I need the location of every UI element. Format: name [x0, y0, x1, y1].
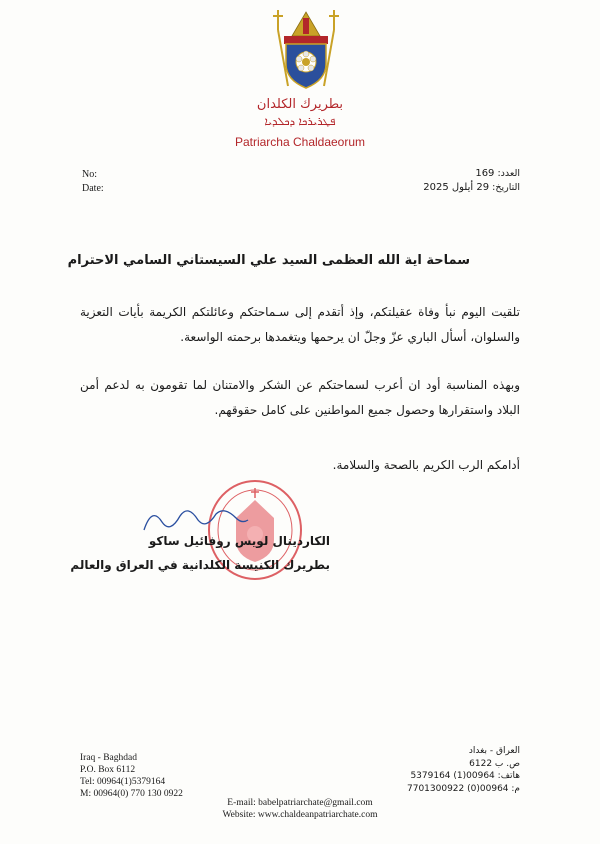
footer-tel-en: Tel: 00964(1)5379164: [80, 777, 166, 787]
org-name-latin: Patriarcha Chaldaeorum: [234, 135, 366, 149]
no-label-ar: العدد:: [497, 168, 520, 179]
footer-city-en: Iraq - Baghdad: [80, 753, 137, 763]
date-label-ar: التاريخ:: [492, 182, 520, 193]
footer-address-english: [80, 752, 183, 800]
footer-email[interactable]: E-mail: babelpatriarchate@gmail.com: [227, 798, 373, 808]
signatory-name: الكاردينال لويس روفائيل ساكو: [148, 534, 330, 548]
org-name-arabic: بطريرك الكلدان: [256, 97, 344, 112]
footer-pobox-en: P.O. Box 6112: [80, 765, 136, 775]
reference-number-line: [423, 167, 520, 181]
date-label-en: Date:: [82, 183, 104, 194]
letter-paragraph-2: وبهذه المناسبة أود ان أعرب لسماحتكم عن الشكر والامتنان لما تقومون به لدعم أمن البلاد واستقرارها وحصول جميع المواطنين على كامل حقوقهم.: [80, 378, 520, 417]
letter-paragraph-1: تلقيت اليوم نبأ وفاة عقيلتكم، وإذ أتقدم إلى سـماحتكم وعائلتكم الكريمة بأيات التعزية والسلوان، أسأل الباري عزّ وجلّ ان يرحمها ويتغمدها برحمته الواسعة.: [80, 305, 520, 344]
footer-mobile-ar: م: 00964(0) 7701300922: [407, 783, 520, 794]
letter-paragraph-3: أدامكم الرب الكريم بالصحة والسلامة.: [332, 458, 520, 472]
footer-address-arabic: [407, 745, 520, 795]
reference-date-line: [423, 181, 520, 195]
footer-tel-ar: هاتف: 00964(1) 5379164: [410, 771, 520, 781]
footer-pobox-ar: ص. ب 6122: [469, 758, 520, 769]
no-label-en: No:: [82, 169, 97, 180]
org-name-syriac: ܦܛܪܝܪܟܐ ܕܟܠܕܝܐ: [264, 115, 336, 128]
reference-arabic: [423, 167, 520, 195]
reference-labels-english: [82, 168, 104, 196]
letter-addressee: سماحة اية الله العظمى السيد علي السيستاني السامي الاحترام: [67, 253, 470, 268]
footer-city-ar: العراق - بغداد: [468, 746, 520, 756]
footer-contact: [0, 797, 600, 821]
footer-website[interactable]: Website: www.chaldeanpatriarchate.com: [222, 810, 378, 820]
reference-number: 169: [475, 168, 495, 179]
reference-date: 29 أيلول 2025: [423, 182, 490, 193]
signatory-title: بطريرك الكنيسة الكلدانية في العراق والعالم: [70, 558, 330, 572]
footer-mobile-en: M: 00964(0) 770 130 0922: [80, 789, 183, 799]
patriarchate-crest-logo: [268, 6, 344, 92]
